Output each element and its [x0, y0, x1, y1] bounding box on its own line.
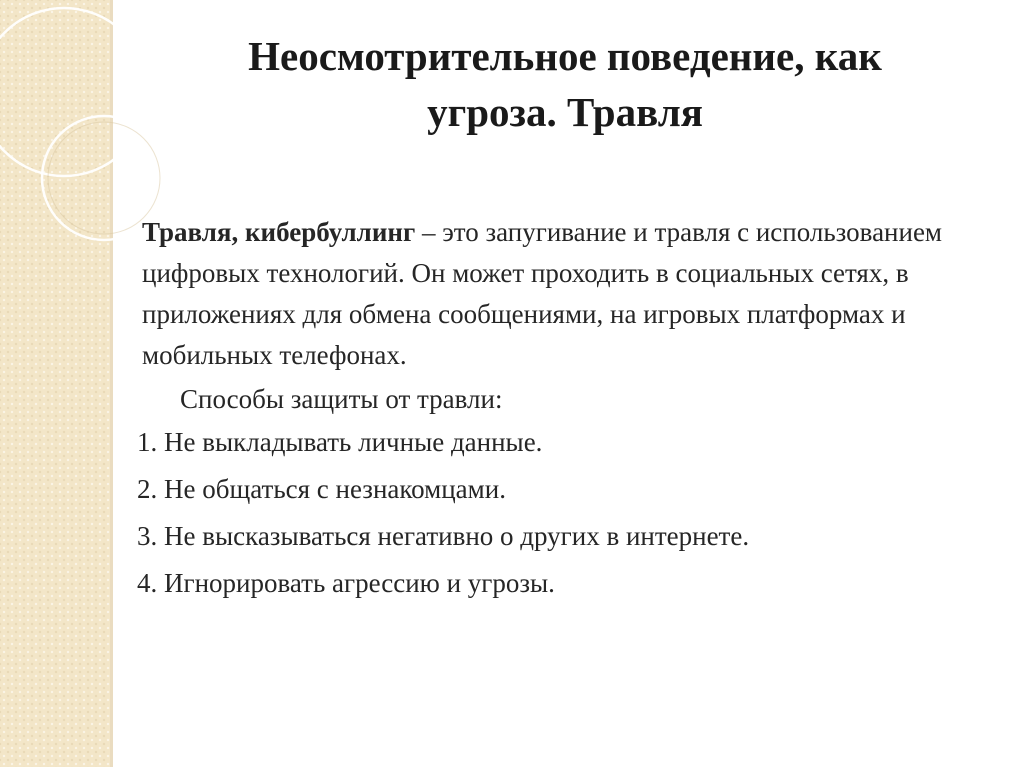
- list-item: 2. Не общаться с незнакомцами.: [137, 474, 506, 504]
- slide-title: [150, 28, 980, 140]
- list-item: 1. Не выкладывать личные данные.: [137, 427, 543, 457]
- definition-term: Травля, кибербуллинг: [142, 217, 416, 247]
- protection-list: [137, 422, 1008, 604]
- list-item: 4. Игнорировать агрессию и угрозы.: [137, 568, 555, 598]
- title-line-1: Неосмотрительное поведение, как: [248, 33, 882, 79]
- list-item: 3. Не высказываться негативно о других в интернете.: [137, 521, 750, 551]
- large-ring: [0, 8, 148, 176]
- slide-body: [137, 212, 1008, 610]
- definition-paragraph: [142, 212, 1008, 376]
- title-line-2: угроза. Травля: [427, 89, 703, 135]
- protection-heading: Способы защиты от травли:: [180, 384, 503, 414]
- definition-text: – это запугивание и травля с использованием цифровых технологий. Он может проходить в социальных сетях, в приложениях для обмена сообщениями, на игровых платформах и мобильных телефонах.: [142, 217, 943, 370]
